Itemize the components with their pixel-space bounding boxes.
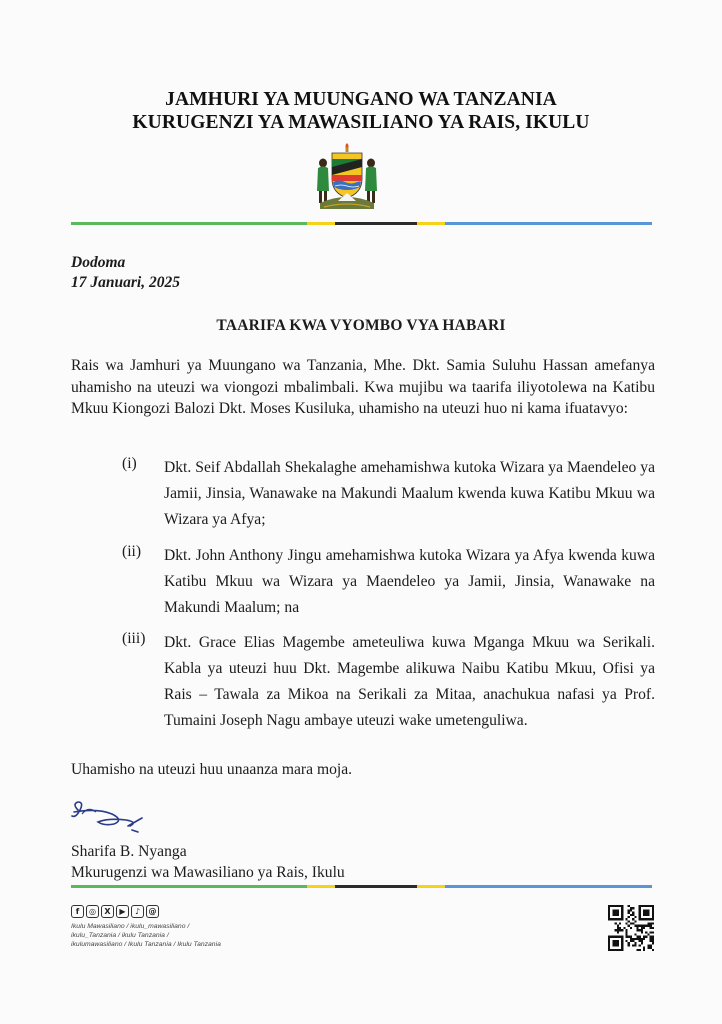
signer-name: Sharifa B. Nyanga [71, 843, 187, 860]
list-item-text: Dkt. John Anthony Jingu amehamishwa kutoka Wizara ya Afya kwenda kuwa Katibu Mkuu wa Wizara ya Maendeleo ya Jamii, Jinsia, Wanawake na Makundi Maalum; na [164, 547, 655, 616]
social-handles-line: ikulu_Tanzania / ikulu Tanzania / [71, 932, 169, 939]
list-item-text: Dkt. Seif Abdallah Shekalaghe amehamishwa kutoka Wizara ya Maendeleo ya Jamii, Jinsia, Wanawake na Makundi Maalum kwenda kuwa Katibu Mkuu wa Wizara ya Afya; [164, 459, 655, 528]
social-handles [71, 922, 271, 949]
social-media-icons [71, 905, 159, 918]
tiktok-icon: ♪ [131, 905, 144, 918]
stripe-segment [307, 885, 335, 888]
list-item-number: (iii) [122, 630, 146, 647]
signer-title: Mkurugenzi wa Mawasiliano ya Rais, Ikulu [71, 864, 345, 881]
social-handles-line: ikulumawasiliano / Ikulu Tanzania / Ikulu Tanzania [71, 941, 221, 948]
list-item-text: Dkt. Grace Elias Magembe ameteuliwa kuwa Mganga Mkuu wa Serikali. Kabla ya uteuzi huu Dkt. Magembe alikuwa Naibu Katibu Mkuu, Ofisi ya Rais – Tawala za Mikoa na Serikali za Mitaa, anachukua nafasi ya Prof. Tumaini Joseph Nagu ambaye uteuzi wake umetenguliwa. [164, 634, 655, 729]
coat-of-arms-icon [312, 143, 382, 213]
closing-statement: Uhamisho na uteuzi huu unaanza mara moja. [71, 761, 353, 778]
header-title-line2: KURUGENZI YA MAWASILIANO YA RAIS, IKULU [132, 112, 590, 133]
press-release-heading: TAARIFA KWA VYOMBO VYA HABARI [216, 317, 506, 334]
threads-icon: @ [146, 905, 159, 918]
social-handles-line: Ikulu Mawasiliano / ikulu_mawasiliano / [71, 923, 190, 930]
stripe-segment [445, 885, 652, 888]
list-item-number: (i) [122, 455, 137, 472]
stripe-segment [335, 222, 417, 225]
facebook-icon: f [71, 905, 84, 918]
stripe-segment [307, 222, 335, 225]
handwritten-signature [68, 796, 152, 838]
youtube-icon: ▶ [116, 905, 129, 918]
qr-code-icon [608, 905, 654, 951]
stripe-segment [335, 885, 417, 888]
dateline-place: Dodoma [71, 254, 126, 271]
stripe-segment [71, 885, 307, 888]
header-title-line1: JAMHURI YA MUUNGANO WA TANZANIA [165, 89, 557, 110]
dateline-date: 17 Januari, 2025 [71, 274, 180, 291]
instagram-icon: ◎ [86, 905, 99, 918]
stripe-segment [417, 222, 445, 225]
list-item-number: (ii) [122, 543, 142, 560]
stripe-segment [445, 222, 652, 225]
stripe-segment [71, 222, 307, 225]
intro-paragraph: Rais wa Jamhuri ya Muungano wa Tanzania, Mhe. Dkt. Samia Suluhu Hassan amefanya uhamisho na uteuzi wa viongozi mbalimbali. Kwa mujibu wa taarifa iliyotolewa na Katibu Mkuu Kiongozi Balozi Dkt. Moses Kusiluka, uhamisho na uteuzi huo ni kama ifuatavyo: [71, 357, 655, 417]
x-icon: X [101, 905, 114, 918]
stripe-segment [417, 885, 445, 888]
